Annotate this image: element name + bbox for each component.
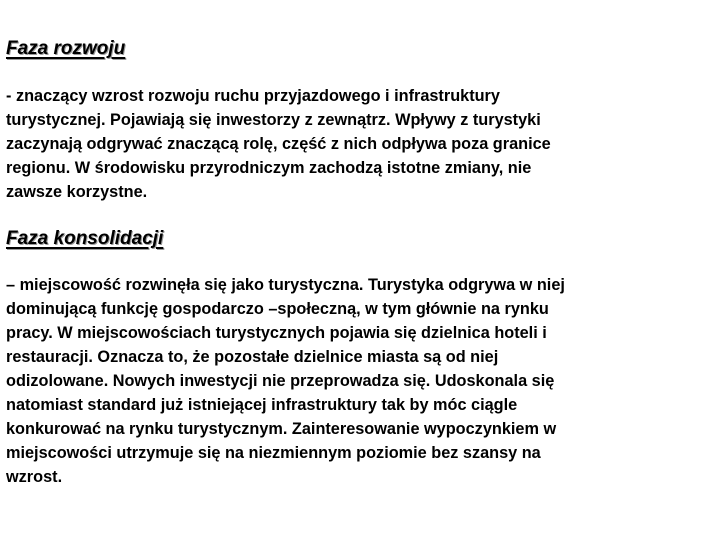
section-heading-consolidation-phase: Faza konsolidacji xyxy=(6,228,164,249)
text-line: zaczynają odgrywać znaczącą rolę, część z nich odpływa poza granice xyxy=(6,135,551,153)
text-line: regionu. W środowisku przyrodniczym zachodzą istotne zmiany, nie xyxy=(6,159,532,177)
section-heading-development-phase: Faza rozwoju xyxy=(6,38,126,59)
text-line: pracy. W miejscowościach turystycznych pojawia się dzielnica hoteli i xyxy=(6,324,547,342)
text-line: – miejscowość rozwinęła się jako turystyczna. Turystyka odgrywa w niej xyxy=(6,276,565,294)
text-line: zawsze korzystne. xyxy=(6,183,148,201)
text-line: wzrost. xyxy=(6,468,63,486)
text-line: dominującą funkcję gospodarczo –społeczną, w tym głównie na rynku xyxy=(6,300,549,318)
text-line: natomiast standard już istniejącej infrastruktury tak by móc ciągle xyxy=(6,396,518,414)
text-line: restauracji. Oznacza to, że pozostałe dzielnice miasta są od niej xyxy=(6,348,499,366)
section-body-consolidation-phase xyxy=(6,273,706,489)
text-line: turystycznej. Pojawiają się inwestorzy z zewnątrz. Wpływy z turystyki xyxy=(6,111,541,129)
section-body-development-phase xyxy=(6,84,706,204)
text-line: odizolowane. Nowych inwestycji nie przeprowadza się. Udoskonala się xyxy=(6,372,555,390)
text-line: - znaczący wzrost rozwoju ruchu przyjazdowego i infrastruktury xyxy=(6,87,500,105)
text-line: miejscowości utrzymuje się na niezmiennym poziomie bez szansy na xyxy=(6,444,541,462)
text-line: konkurować na rynku turystycznym. Zainteresowanie wypoczynkiem w xyxy=(6,420,557,438)
slide-content xyxy=(6,36,706,489)
